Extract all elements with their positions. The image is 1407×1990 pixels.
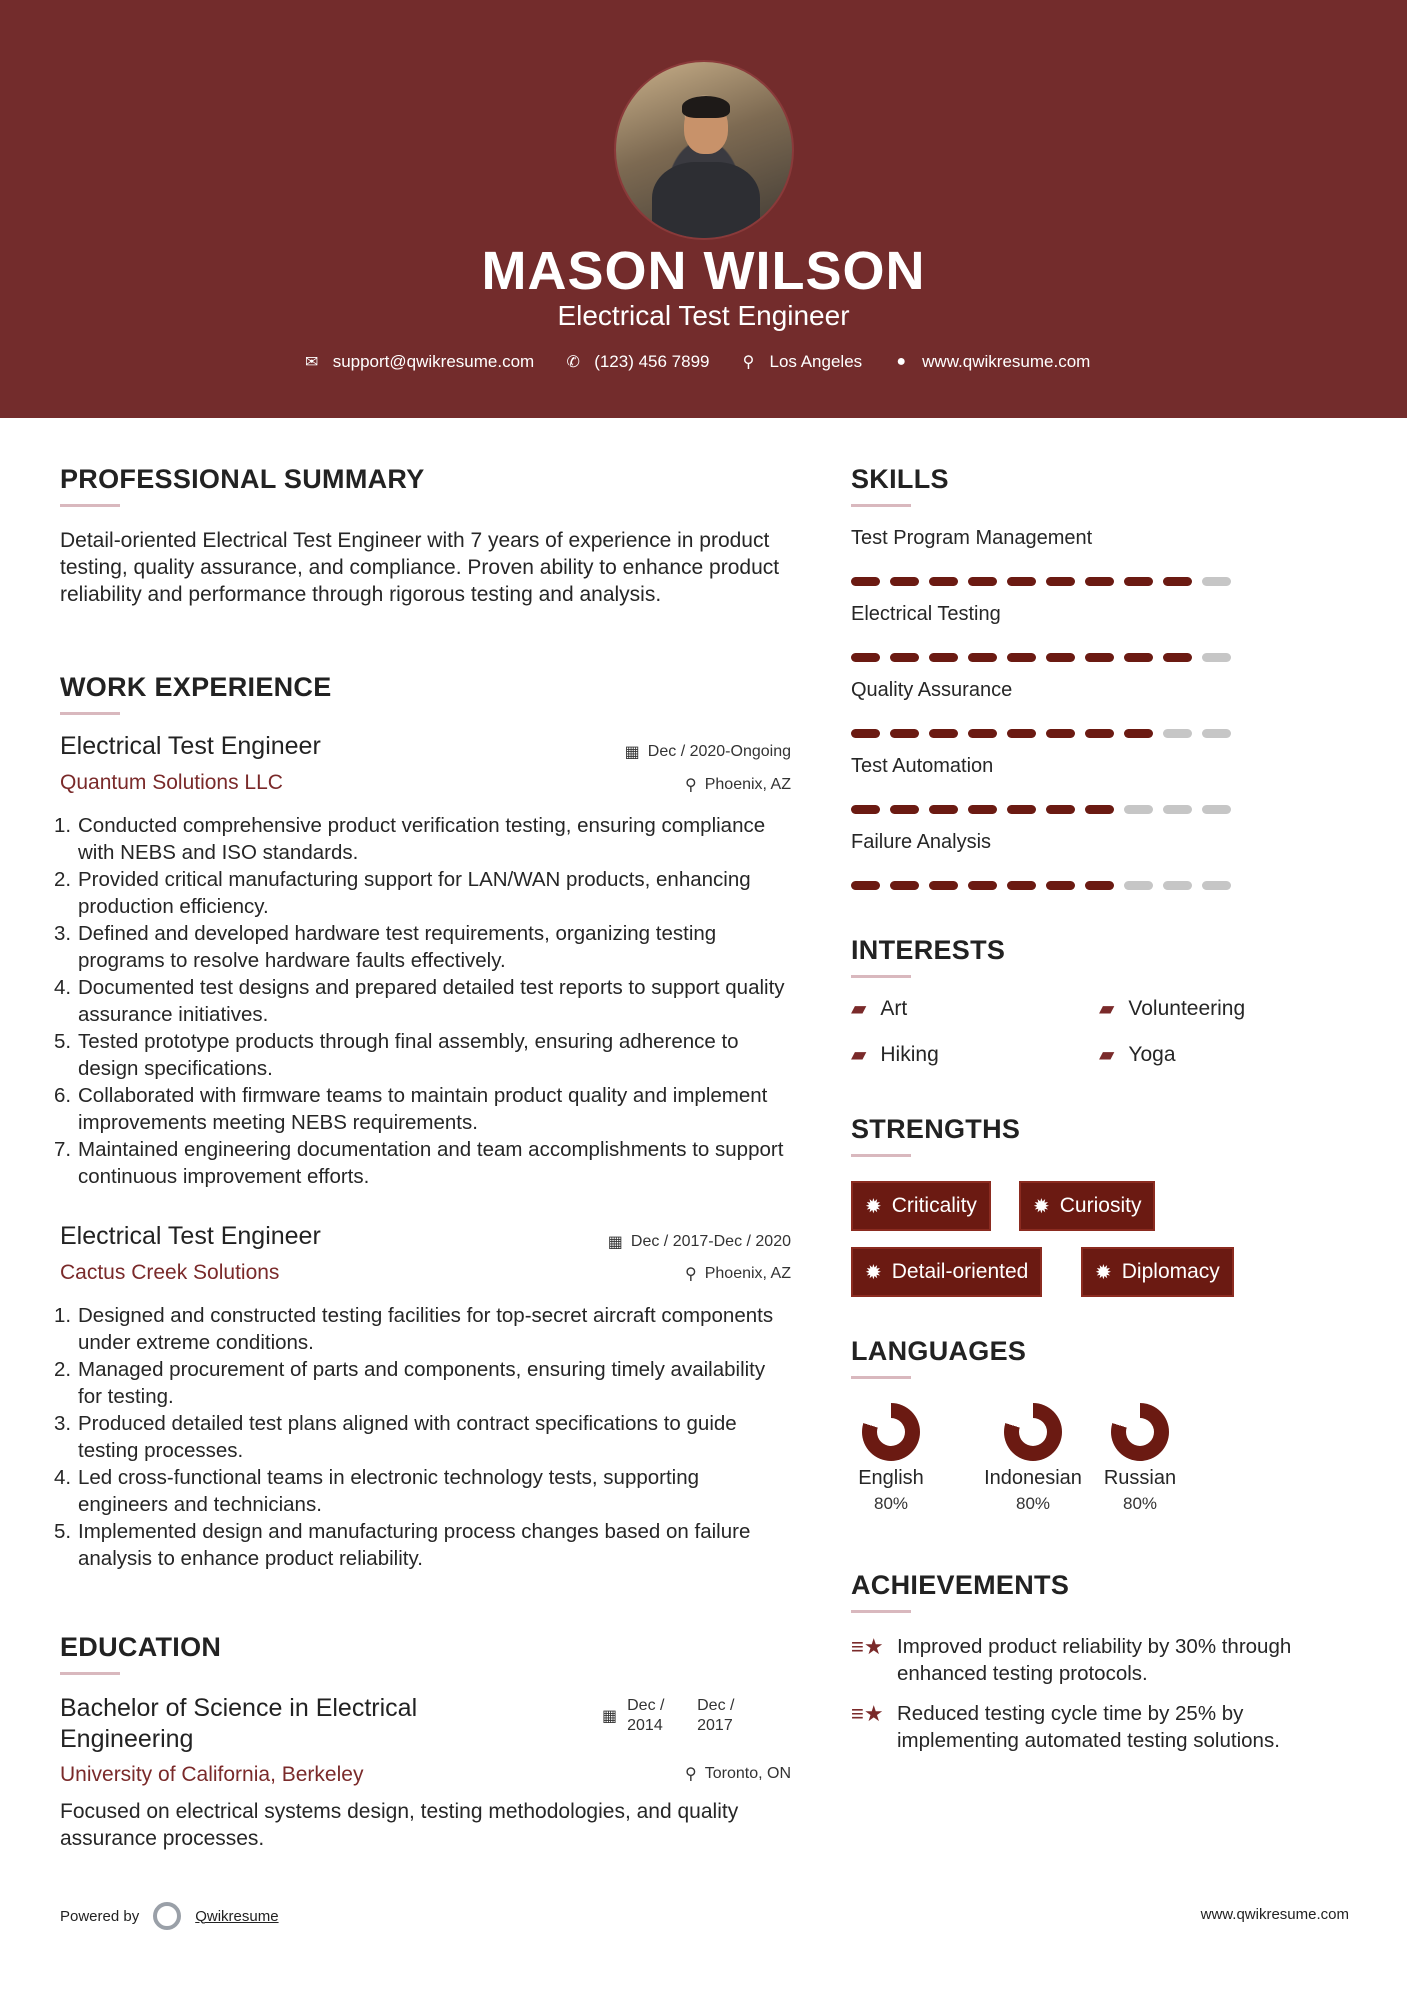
experience-heading: WORK EXPERIENCE [60,672,332,702]
education-description: Focused on electrical systems design, testing methodologies, and quality assurance processes. [60,1800,739,1850]
section-divider [60,1672,120,1675]
job-company: Quantum Solutions LLC [60,771,283,794]
globe-icon: ● [896,353,906,370]
interest-item: ▰ Yoga [1099,1042,1176,1066]
job-location: ⚲ Phoenix, AZ [685,776,791,794]
profile-photo [614,60,794,240]
skill-rating [851,577,1231,586]
skill-rating-dot [851,729,880,738]
job-bullets [54,1302,794,1572]
language-ring [1111,1403,1169,1461]
list-item: 4. Led cross-functional teams in electronic technology tests, supporting engineers and technicians. [54,1466,700,1516]
list-item: 3. Produced detailed test plans aligned with contract specifications to guide testing processes. [54,1412,737,1462]
calendar-icon: ▦ [607,1234,623,1251]
skill-rating-dot [890,805,919,814]
skill-rating-dot [1046,881,1075,890]
skill-rating-dot [1007,881,1036,890]
book-icon: ▰ [851,998,867,1020]
skill-rating-dot [1124,805,1153,814]
job-company: Cactus Creek Solutions [60,1261,280,1284]
language-ring [1004,1403,1062,1461]
calendar-icon: ▦ [602,1708,618,1725]
footer-website[interactable]: www.qwikresume.com [1200,1906,1349,1923]
skill-rating-dot [1007,653,1036,662]
skill-rating-dot [1085,577,1114,586]
gear-badge-icon: ✹ [1033,1195,1050,1218]
list-item: 7. Maintained engineering documentation and team accomplishments to support continuous improvement efforts. [54,1138,784,1188]
skill-rating-dot [1202,805,1231,814]
skill-rating-dot [1046,577,1075,586]
skill-rating-dot [1085,805,1114,814]
skill-rating-dot [1163,805,1192,814]
list-item: 6. Collaborated with firmware teams to maintain product quality and implement improvements meeting NEBS requirements. [54,1084,768,1134]
job-title: Electrical Test Engineer [60,732,321,760]
star-icon: ≡★ [851,1634,884,1659]
skill-rating-dot [968,653,997,662]
skill-rating-dot [1163,577,1192,586]
skill-rating-dot [929,881,958,890]
section-divider [60,504,120,507]
pin-icon: ⚲ [685,1266,697,1283]
book-icon: ▰ [851,1044,867,1066]
skill-rating-dot [929,653,958,662]
skill-rating-dot [1163,881,1192,890]
achievement-item: ≡★ Improved product reliability by 30% through enhanced testing protocols. [851,1634,1292,1685]
candidate-name: MASON WILSON [481,241,926,301]
contact-bar [0,352,1407,372]
strengths-heading: STRENGTHS [851,1114,1021,1144]
job-bullets [54,812,794,1190]
summary-heading: PROFESSIONAL SUMMARY [60,464,425,494]
contact-phone[interactable]: ✆ (123) 456 7899 [564,352,709,372]
gear-badge-icon: ✹ [865,1195,882,1218]
list-item: 1. Designed and constructed testing facilities for top-secret aircraft components under extreme conditions. [54,1304,774,1354]
skill-rating-dot [1124,577,1153,586]
contact-email[interactable]: ✉ support@qwikresume.com [303,352,535,372]
contact-website[interactable]: ● www.qwikresume.com [892,352,1090,372]
skill-name: Electrical Testing [851,603,1001,625]
skill-rating-dot [1046,653,1075,662]
school-name: University of California, Berkeley [60,1763,364,1786]
education-heading: EDUCATION [60,1632,222,1662]
skill-rating-dot [890,881,919,890]
skill-name: Quality Assurance [851,679,1013,701]
brand-link[interactable]: Qwikresume [195,1907,279,1925]
qwikresume-logo-icon [153,1902,181,1930]
education-location: ⚲ Toronto, ON [685,1765,791,1783]
list-item: 5. Implemented design and manufacturing process changes based on failure analysis to enhance product reliability. [54,1520,751,1570]
skill-rating-dot [1007,805,1036,814]
skill-rating-dot [1124,729,1153,738]
skill-rating-dot [1007,729,1036,738]
section-divider [851,975,911,978]
interests-heading: INTERESTS [851,935,1006,965]
skill-rating-dot [1202,729,1231,738]
interest-item: ▰ Art [851,996,908,1020]
list-item: 2. Managed procurement of parts and components, ensuring timely availability for testing. [54,1358,766,1408]
skill-rating-dot [968,729,997,738]
job-date: ▦ Dec / 2017-Dec / 2020 [607,1233,791,1251]
skill-rating [851,881,1231,890]
strength-tag: ✹ Curiosity [1019,1181,1155,1231]
list-item: 3. Defined and developed hardware test requirements, organizing testing programs to resolve hardware faults effectively. [54,922,717,972]
gear-badge-icon: ✹ [1095,1261,1112,1284]
skill-rating-dot [1124,881,1153,890]
skill-rating-dot [1163,653,1192,662]
skill-rating-dot [890,653,919,662]
skill-rating [851,653,1231,662]
job-title: Electrical Test Engineer [60,1222,321,1250]
interest-item: ▰ Volunteering [1099,996,1246,1020]
skill-rating-dot [1085,881,1114,890]
section-divider [851,1376,911,1379]
degree-title: Bachelor of Science in Electrical Engineering [60,1694,418,1753]
list-item: 1. Conducted comprehensive product verification testing, ensuring compliance with NEBS and ISO standards. [54,814,766,864]
skill-rating-dot [890,577,919,586]
pin-icon: ⚲ [685,777,697,794]
skill-rating-dot [890,729,919,738]
list-item: 5. Tested prototype products through final assembly, ensuring adherence to design specifications. [54,1030,739,1080]
skill-rating-dot [968,805,997,814]
contact-location: ⚲ Los Angeles [740,352,863,372]
skill-rating-dot [1046,729,1075,738]
pin-icon: ⚲ [685,1766,697,1783]
section-divider [851,1154,911,1157]
section-divider [851,1610,911,1613]
skill-rating-dot [1202,653,1231,662]
skill-rating-dot [1202,577,1231,586]
skill-rating-dot [1085,729,1114,738]
envelope-icon: ✉ [304,354,319,371]
language-ring [862,1403,920,1461]
skill-rating [851,729,1231,738]
skill-rating-dot [929,729,958,738]
skill-rating-dot [929,577,958,586]
map-pin-icon: ⚲ [742,354,755,371]
summary-text: Detail-oriented Electrical Test Engineer with 7 years of experience in product testing, quality assurance, and compliance. Proven ability to enhance product reliability and performance through rigorous testing and analysis. [60,529,780,606]
skills-heading: SKILLS [851,464,949,494]
section-divider [60,712,120,715]
book-icon: ▰ [1099,998,1115,1020]
skill-rating-dot [1124,653,1153,662]
strength-tag: ✹ Detail-oriented [851,1247,1042,1297]
skill-rating-dot [1046,805,1075,814]
skill-name: Failure Analysis [851,831,992,853]
skill-rating-dot [1202,881,1231,890]
calendar-icon: ▦ [624,744,640,761]
language-item: Indonesian 80% [975,1403,1091,1514]
footer-powered-by: Powered by Qwikresume [60,1902,279,1930]
section-divider [851,504,911,507]
achievement-item: ≡★ Reduced testing cycle time by 25% by implementing automated testing solutions. [851,1701,1280,1752]
language-item: English 80% [851,1403,931,1514]
skill-rating [851,805,1231,814]
language-item: Russian 80% [1097,1403,1183,1514]
strength-tag: ✹ Criticality [851,1181,991,1231]
interest-item: ▰ Hiking [851,1042,939,1066]
skill-rating-dot [968,577,997,586]
list-item: 2. Provided critical manufacturing support for LAN/WAN products, enhancing production efficiency. [54,868,751,918]
job-location: ⚲ Phoenix, AZ [685,1265,791,1283]
skill-name: Test Program Management [851,527,1093,549]
skill-rating-dot [968,881,997,890]
phone-icon: ✆ [566,354,580,371]
header-banner [0,0,1407,418]
job-date: ▦ Dec / 2020-Ongoing [624,743,791,761]
skill-rating-dot [929,805,958,814]
skill-rating-dot [1007,577,1036,586]
skill-rating-dot [851,805,880,814]
skill-rating-dot [1163,729,1192,738]
strength-tag: ✹ Diplomacy [1081,1247,1234,1297]
star-icon: ≡★ [851,1701,884,1726]
book-icon: ▰ [1099,1044,1115,1066]
skill-rating-dot [851,881,880,890]
languages-heading: LANGUAGES [851,1336,1027,1366]
skill-rating-dot [851,577,880,586]
education-dates: ▦ Dec / 2014 Dec / 2017 [602,1697,735,1734]
skill-name: Test Automation [851,755,994,777]
achievements-heading: ACHIEVEMENTS [851,1570,1070,1600]
candidate-title: Electrical Test Engineer [557,300,850,331]
gear-badge-icon: ✹ [865,1261,882,1284]
list-item: 4. Documented test designs and prepared detailed test reports to support quality assurance initiatives. [54,976,785,1026]
skill-rating-dot [1085,653,1114,662]
skill-rating-dot [851,653,880,662]
